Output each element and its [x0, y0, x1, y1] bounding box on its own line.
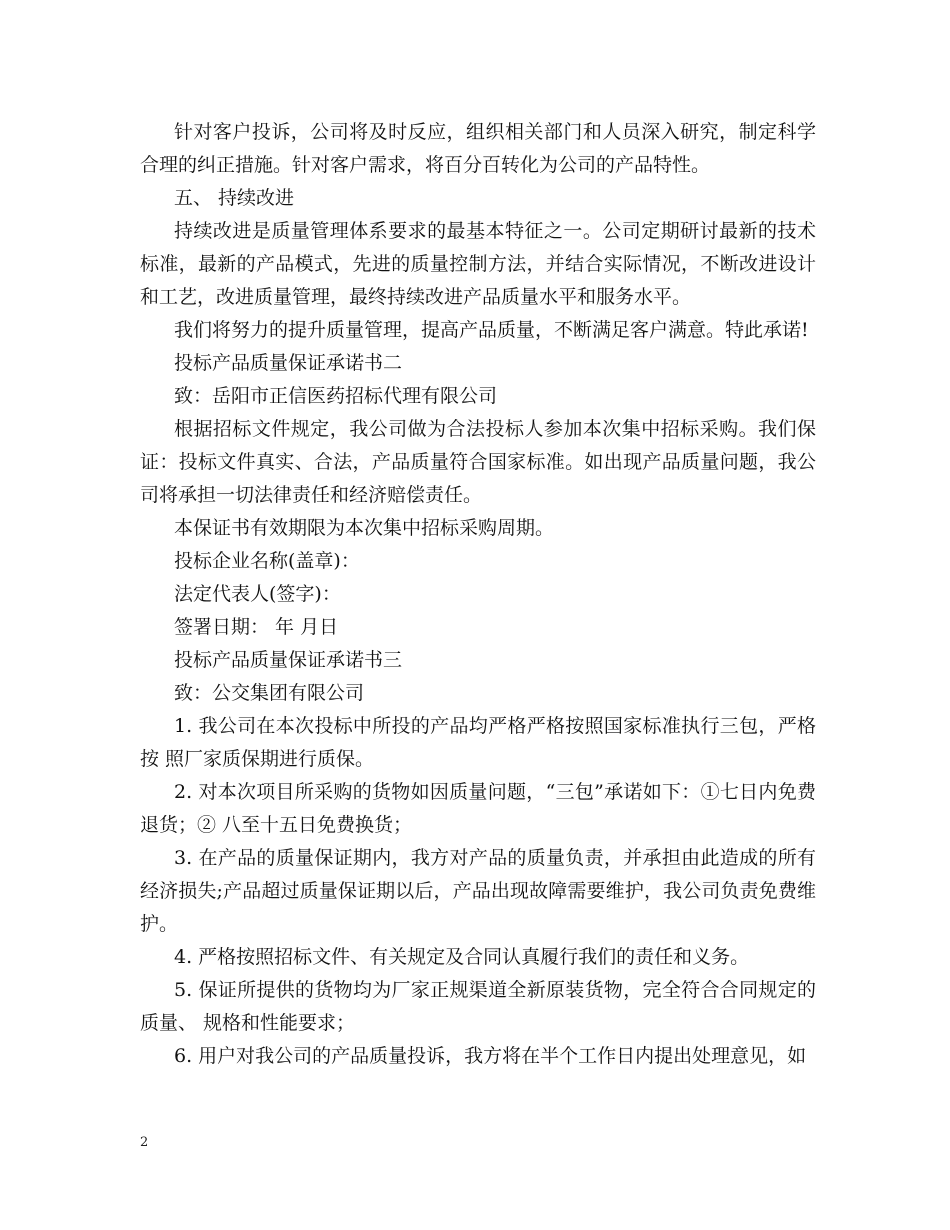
- paragraph-continuous-improvement: 持续改进是质量管理体系要求的最基本特征之一。公司定期研讨最新的技术标准，最新的产品模式，先进的质量控制方法，并结合实际情况，不断改进设计和工艺，改进质量管理，最终持续改进产品质量水平和服务水平。: [140, 220, 816, 308]
- list-item-4: 4. 严格按照招标文件、有关规定及合同认真履行我们的责任和义务。: [174, 946, 750, 968]
- document-body: [140, 116, 816, 1073]
- letter-title-two: 投标产品质量保证承诺书二: [174, 352, 403, 374]
- paragraph-commitment: 我们将努力的提升质量管理，提高产品质量，不断满足客户满意。特此承诺!: [174, 319, 809, 341]
- section-heading-continuous-improvement: 五、 持续改进: [174, 187, 295, 209]
- list-item-5: 5. 保证所提供的货物均为厂家正规渠道全新原装货物，完全符合合同规定的质量、 规格和性能要求；: [140, 979, 816, 1034]
- addressee-two: 致：岳阳市正信医药招标代理有限公司: [174, 385, 498, 407]
- list-item-3: 3. 在产品的质量保证期内，我方对产品的质量负责，并承担由此造成的所有经济损失;产品超过质量保证期以后，产品出现故障需要维护，我公司负责免费维护。: [140, 847, 816, 935]
- list-item-6: 6. 用户对我公司的产品质量投诉，我方将在半个工作日内提出处理意见，如: [174, 1045, 807, 1067]
- field-company-name: 投标企业名称(盖章)：: [174, 550, 360, 572]
- page-number: 2: [140, 1135, 149, 1150]
- field-signing-date: 签署日期： 年 月日: [174, 616, 339, 638]
- addressee-three: 致：公交集团有限公司: [174, 682, 365, 704]
- paragraph-guarantee: 根据招标文件规定，我公司做为合法投标人参加本次集中招标采购。我们保证：投标文件真实、合法，产品质量符合国家标准。如出现产品质量问题，我公司将承担一切法律责任和经济赔偿责任。: [140, 418, 816, 506]
- list-item-2: 2. 对本次项目所采购的货物如因质量问题，“三包”承诺如下：①七日内免费退货；② 八至十五日免费换货；: [140, 781, 816, 836]
- list-item-1: 1. 我公司在本次投标中所投的产品均严格严格按照国家标准执行三包，严格按 照厂家质保期进行质保。: [140, 715, 816, 770]
- field-legal-representative: 法定代表人(签字)：: [174, 583, 341, 605]
- paragraph-validity: 本保证书有效期限为本次集中招标采购周期。: [174, 517, 555, 539]
- letter-title-three: 投标产品质量保证承诺书三: [174, 649, 403, 671]
- paragraph-complaint-response: 针对客户投诉，公司将及时反应，组织相关部门和人员深入研究，制定科学合理的纠正措施。针对客户需求，将百分百转化为公司的产品特性。: [140, 121, 816, 176]
